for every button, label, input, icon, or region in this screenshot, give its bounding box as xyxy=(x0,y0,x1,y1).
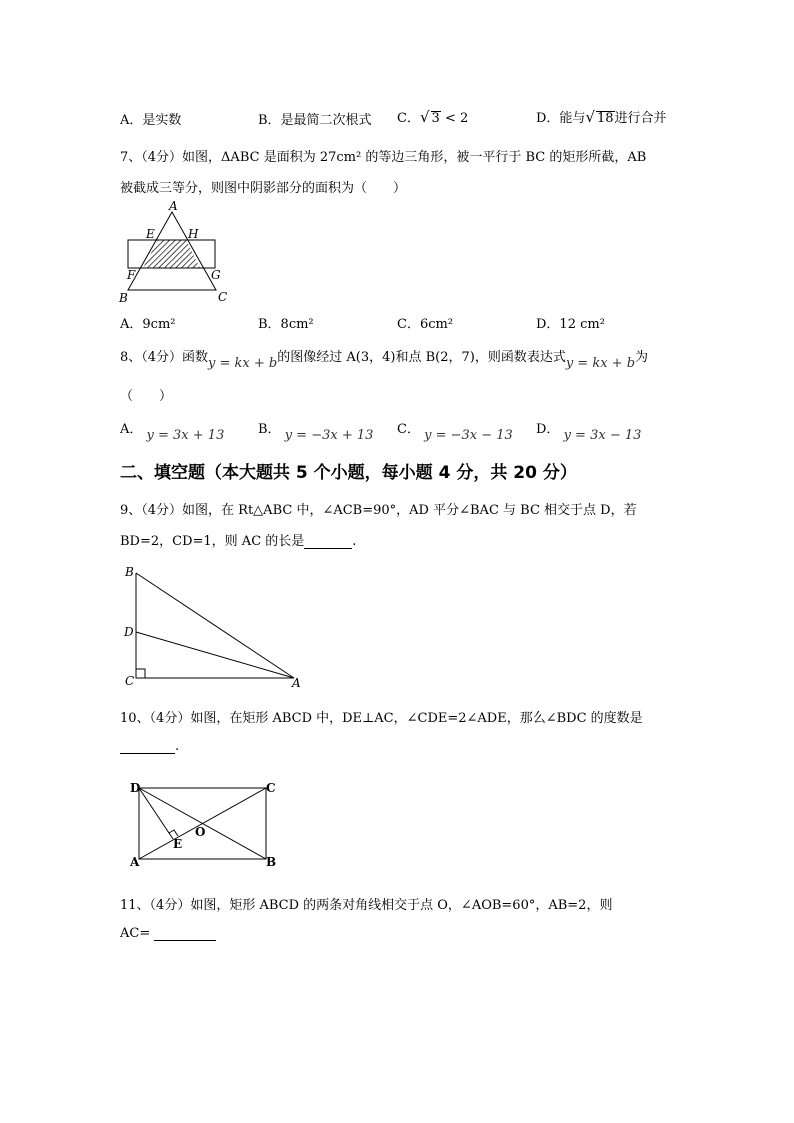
q9-line2-text: BD=2，CD=1，则 AC 的长是 xyxy=(120,534,305,549)
q8-option-d-expr: y = 3x − 13 xyxy=(563,428,642,443)
q7-triangle-figure xyxy=(115,198,235,306)
q8-option-a xyxy=(120,418,225,443)
q7-label-c: C xyxy=(218,290,228,304)
q8-option-c xyxy=(397,418,513,443)
q8-option-c-expr: y = −3x − 13 xyxy=(424,428,513,443)
q9-label-a: A xyxy=(292,676,301,690)
q9-label-b: B xyxy=(125,565,134,579)
q8-option-d-label: D． xyxy=(536,422,560,437)
q9-answer-blank[interactable] xyxy=(304,534,352,549)
q9-side-ab xyxy=(136,573,294,678)
q9-line2 xyxy=(120,530,356,549)
q8-option-b-label: B． xyxy=(258,422,281,437)
q7-label-f: F xyxy=(127,268,136,282)
q8-suffix: 为 xyxy=(635,350,649,365)
q7-label-e: E xyxy=(146,227,155,241)
q9-right-angle-mark xyxy=(136,669,145,678)
q10-line2-end: . xyxy=(175,739,180,754)
q6-option-c-rest: < 2 xyxy=(444,111,469,126)
q7-shaded-region xyxy=(143,240,200,268)
q6-option-a: A．是实数 xyxy=(120,113,182,128)
q6-option-b: B．是最简二次根式 xyxy=(258,113,372,128)
q6-option-d-radicand: 18 xyxy=(597,111,614,126)
q9-line2-end: . xyxy=(352,534,357,549)
q7-label-b: B xyxy=(119,291,128,305)
q10-label-c: C xyxy=(266,781,276,795)
q10-label-d: D xyxy=(130,781,141,795)
q7-option-b: B．8cm² xyxy=(258,317,314,332)
q10-label-o: O xyxy=(195,825,206,839)
q6-option-c-label: C． xyxy=(397,111,420,126)
q10-label-a: A xyxy=(130,855,140,869)
q10-label-e: E xyxy=(173,837,183,851)
q8-mid: 的图像经过 A(3，4)和点 B(2，7)，则函数表达式 xyxy=(277,350,566,365)
q11-answer-blank[interactable] xyxy=(154,926,216,941)
q9-right-triangle-figure xyxy=(118,560,308,692)
q7-label-h: H xyxy=(188,227,199,241)
q7-label-a: A xyxy=(169,199,178,213)
q7-option-a: A．9cm² xyxy=(120,317,176,332)
q10-segment-de xyxy=(139,788,173,839)
q7-option-d: D．12 cm² xyxy=(536,317,605,332)
q9-segment-ad xyxy=(136,632,294,678)
q11-line2-text: AC= xyxy=(120,926,151,941)
q8-option-a-label: A． xyxy=(120,422,143,437)
q8-line1 xyxy=(120,346,649,371)
q10-rectangle-figure xyxy=(126,776,286,872)
q9-line1: 9、（4分）如图，在 Rt△ABC 中，∠ACB=90°，AD 平分∠BAC 与 BC 相交于点 D，若 xyxy=(120,503,637,518)
q10-label-b: B xyxy=(266,855,277,869)
q9-label-d: D xyxy=(124,625,134,639)
q8-option-c-label: C． xyxy=(397,422,420,437)
section-2-title: 二、填空题（本大题共 5 个小题，每小题 4 分，共 20 分） xyxy=(120,463,577,483)
q8-expr-2: y = kx + b xyxy=(565,356,636,371)
q8-option-b xyxy=(258,418,374,443)
q6-option-d-label: D．能与 xyxy=(536,111,586,126)
q8-expr-1: y = kx + b xyxy=(208,356,278,371)
q8-paren: （ ） xyxy=(120,389,173,404)
q6-option-c: C．√ 3 < 2 xyxy=(397,108,469,126)
q10-line2 xyxy=(120,739,179,754)
q8-option-d xyxy=(536,418,642,443)
q7-line1: 7、（4分）如图，ΔABC 是面积为 27cm² 的等边三角形，被一平行于 BC 的矩形所截，AB xyxy=(120,150,647,165)
q11-line2 xyxy=(120,926,216,941)
q6-option-d: D．能与√ 18进行合并 xyxy=(536,108,667,126)
q8-option-b-expr: y = −3x + 13 xyxy=(284,428,374,443)
q7-label-g: G xyxy=(211,268,221,282)
q7-option-c: C．6cm² xyxy=(397,317,454,332)
q8-option-a-expr: y = 3x + 13 xyxy=(146,428,225,443)
q11-line1: 11、（4分）如图，矩形 ABCD 的两条对角线相交于点 O，∠AOB=60°，AB=2，则 xyxy=(120,898,613,913)
q9-label-c: C xyxy=(125,674,135,688)
q10-line1: 10、（4分）如图，在矩形 ABCD 中，DE⊥AC，∠CDE=2∠ADE，那么∠BDC 的度数是 xyxy=(120,711,643,726)
q6-option-c-radicand: 3 xyxy=(431,111,440,126)
q6-option-d-rest: 进行合并 xyxy=(614,111,667,126)
q8-prefix: 8、（4分）函数 xyxy=(120,350,209,365)
q10-answer-blank[interactable] xyxy=(120,739,175,754)
q7-line2: 被截成三等分，则图中阴影部分的面积为（ ） xyxy=(120,181,407,196)
